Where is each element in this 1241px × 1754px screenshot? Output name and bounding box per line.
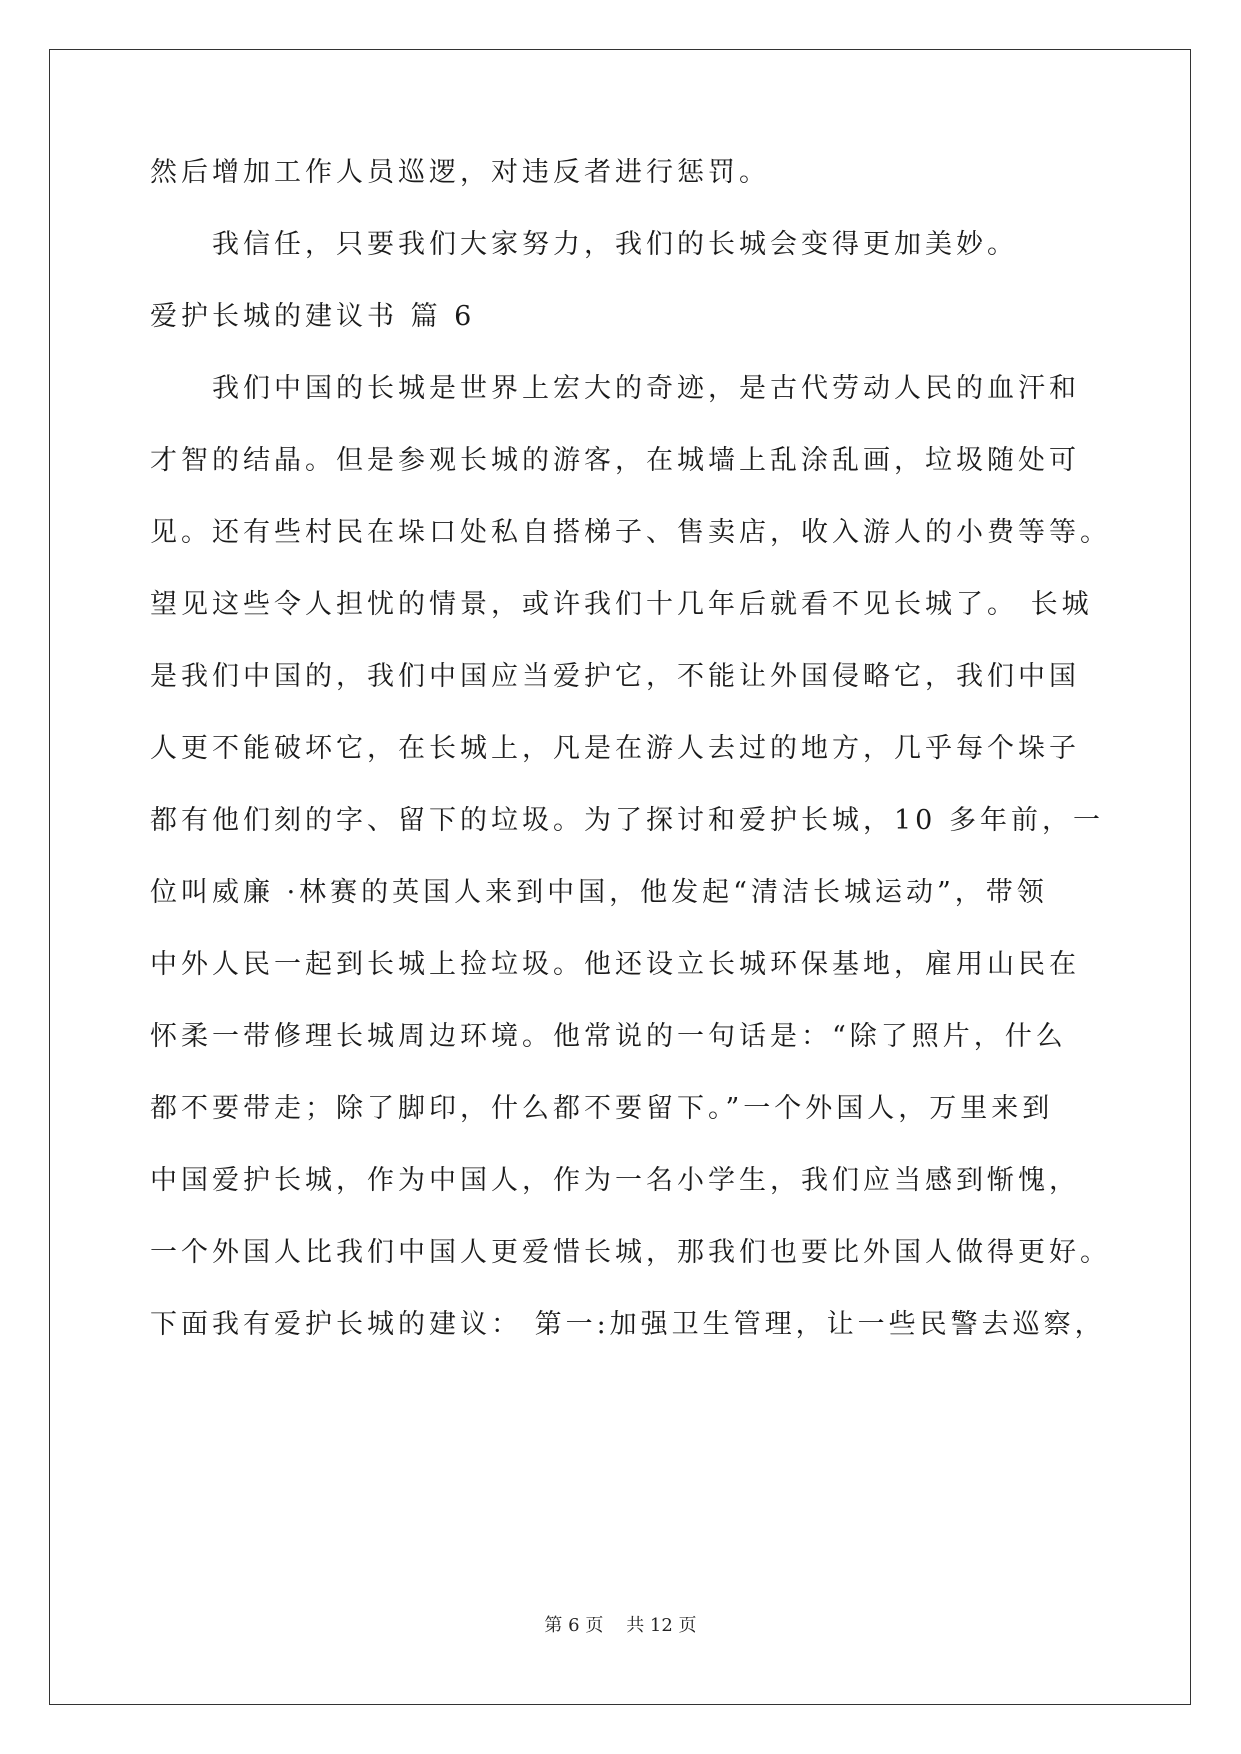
body-line: 下面我有爱护长城的建议： 第一:加强卫生管理，让一些民警去巡察， xyxy=(150,1309,1106,1340)
body-line: 位叫威廉 ·林赛的英国人来到中国，他发起“清洁长城运动”，带领 xyxy=(150,877,1048,908)
body-line: 见。还有些村民在垛口处私自搭梯子、售卖店，收入游人的小费等等。 xyxy=(150,517,1111,548)
body-line: 人更不能破坏它，在长城上，凡是在游人去过的地方，几乎每个垛子 xyxy=(150,733,1080,764)
section-heading: 爱护长城的建议书 篇 6 xyxy=(150,301,476,332)
body-line: 中外人民一起到长城上捡垃圾。他还设立长城环保基地，雇用山民在 xyxy=(150,949,1080,980)
body-line: 望见这些令人担忧的情景，或许我们十几年后就看不见长城了。 长城 xyxy=(150,589,1093,620)
page-number: 第 6 页 共 12 页 xyxy=(544,1615,697,1636)
body-line: 都有他们刻的字、留下的垃圾。为了探讨和爱护长城，10 多年前，一 xyxy=(150,805,1104,836)
body-line: 我信任，只要我们大家努力，我们的长城会变得更加美妙。 xyxy=(212,229,1018,260)
body-line: 是我们中国的，我们中国应当爱护它，不能让外国侵略它，我们中国 xyxy=(150,661,1080,692)
body-line: 中国爱护长城，作为中国人，作为一名小学生，我们应当感到惭愧， xyxy=(150,1165,1080,1196)
body-line: 然后增加工作人员巡逻，对违反者进行惩罚。 xyxy=(150,157,770,188)
body-line: 怀柔一带修理长城周边环境。他常说的一句话是：“除了照片，什么 xyxy=(150,1021,1067,1052)
body-line: 才智的结晶。但是参观长城的游客，在城墙上乱涂乱画，垃圾随处可 xyxy=(150,445,1080,476)
body-line: 一个外国人比我们中国人更爱惜长城，那我们也要比外国人做得更好。 xyxy=(150,1237,1111,1268)
body-line: 我们中国的长城是世界上宏大的奇迹，是古代劳动人民的血汗和 xyxy=(212,373,1080,404)
body-line: 都不要带走；除了脚印，什么都不要留下。”一个外国人，万里来到 xyxy=(150,1093,1054,1124)
page-footer xyxy=(0,1611,1241,1637)
